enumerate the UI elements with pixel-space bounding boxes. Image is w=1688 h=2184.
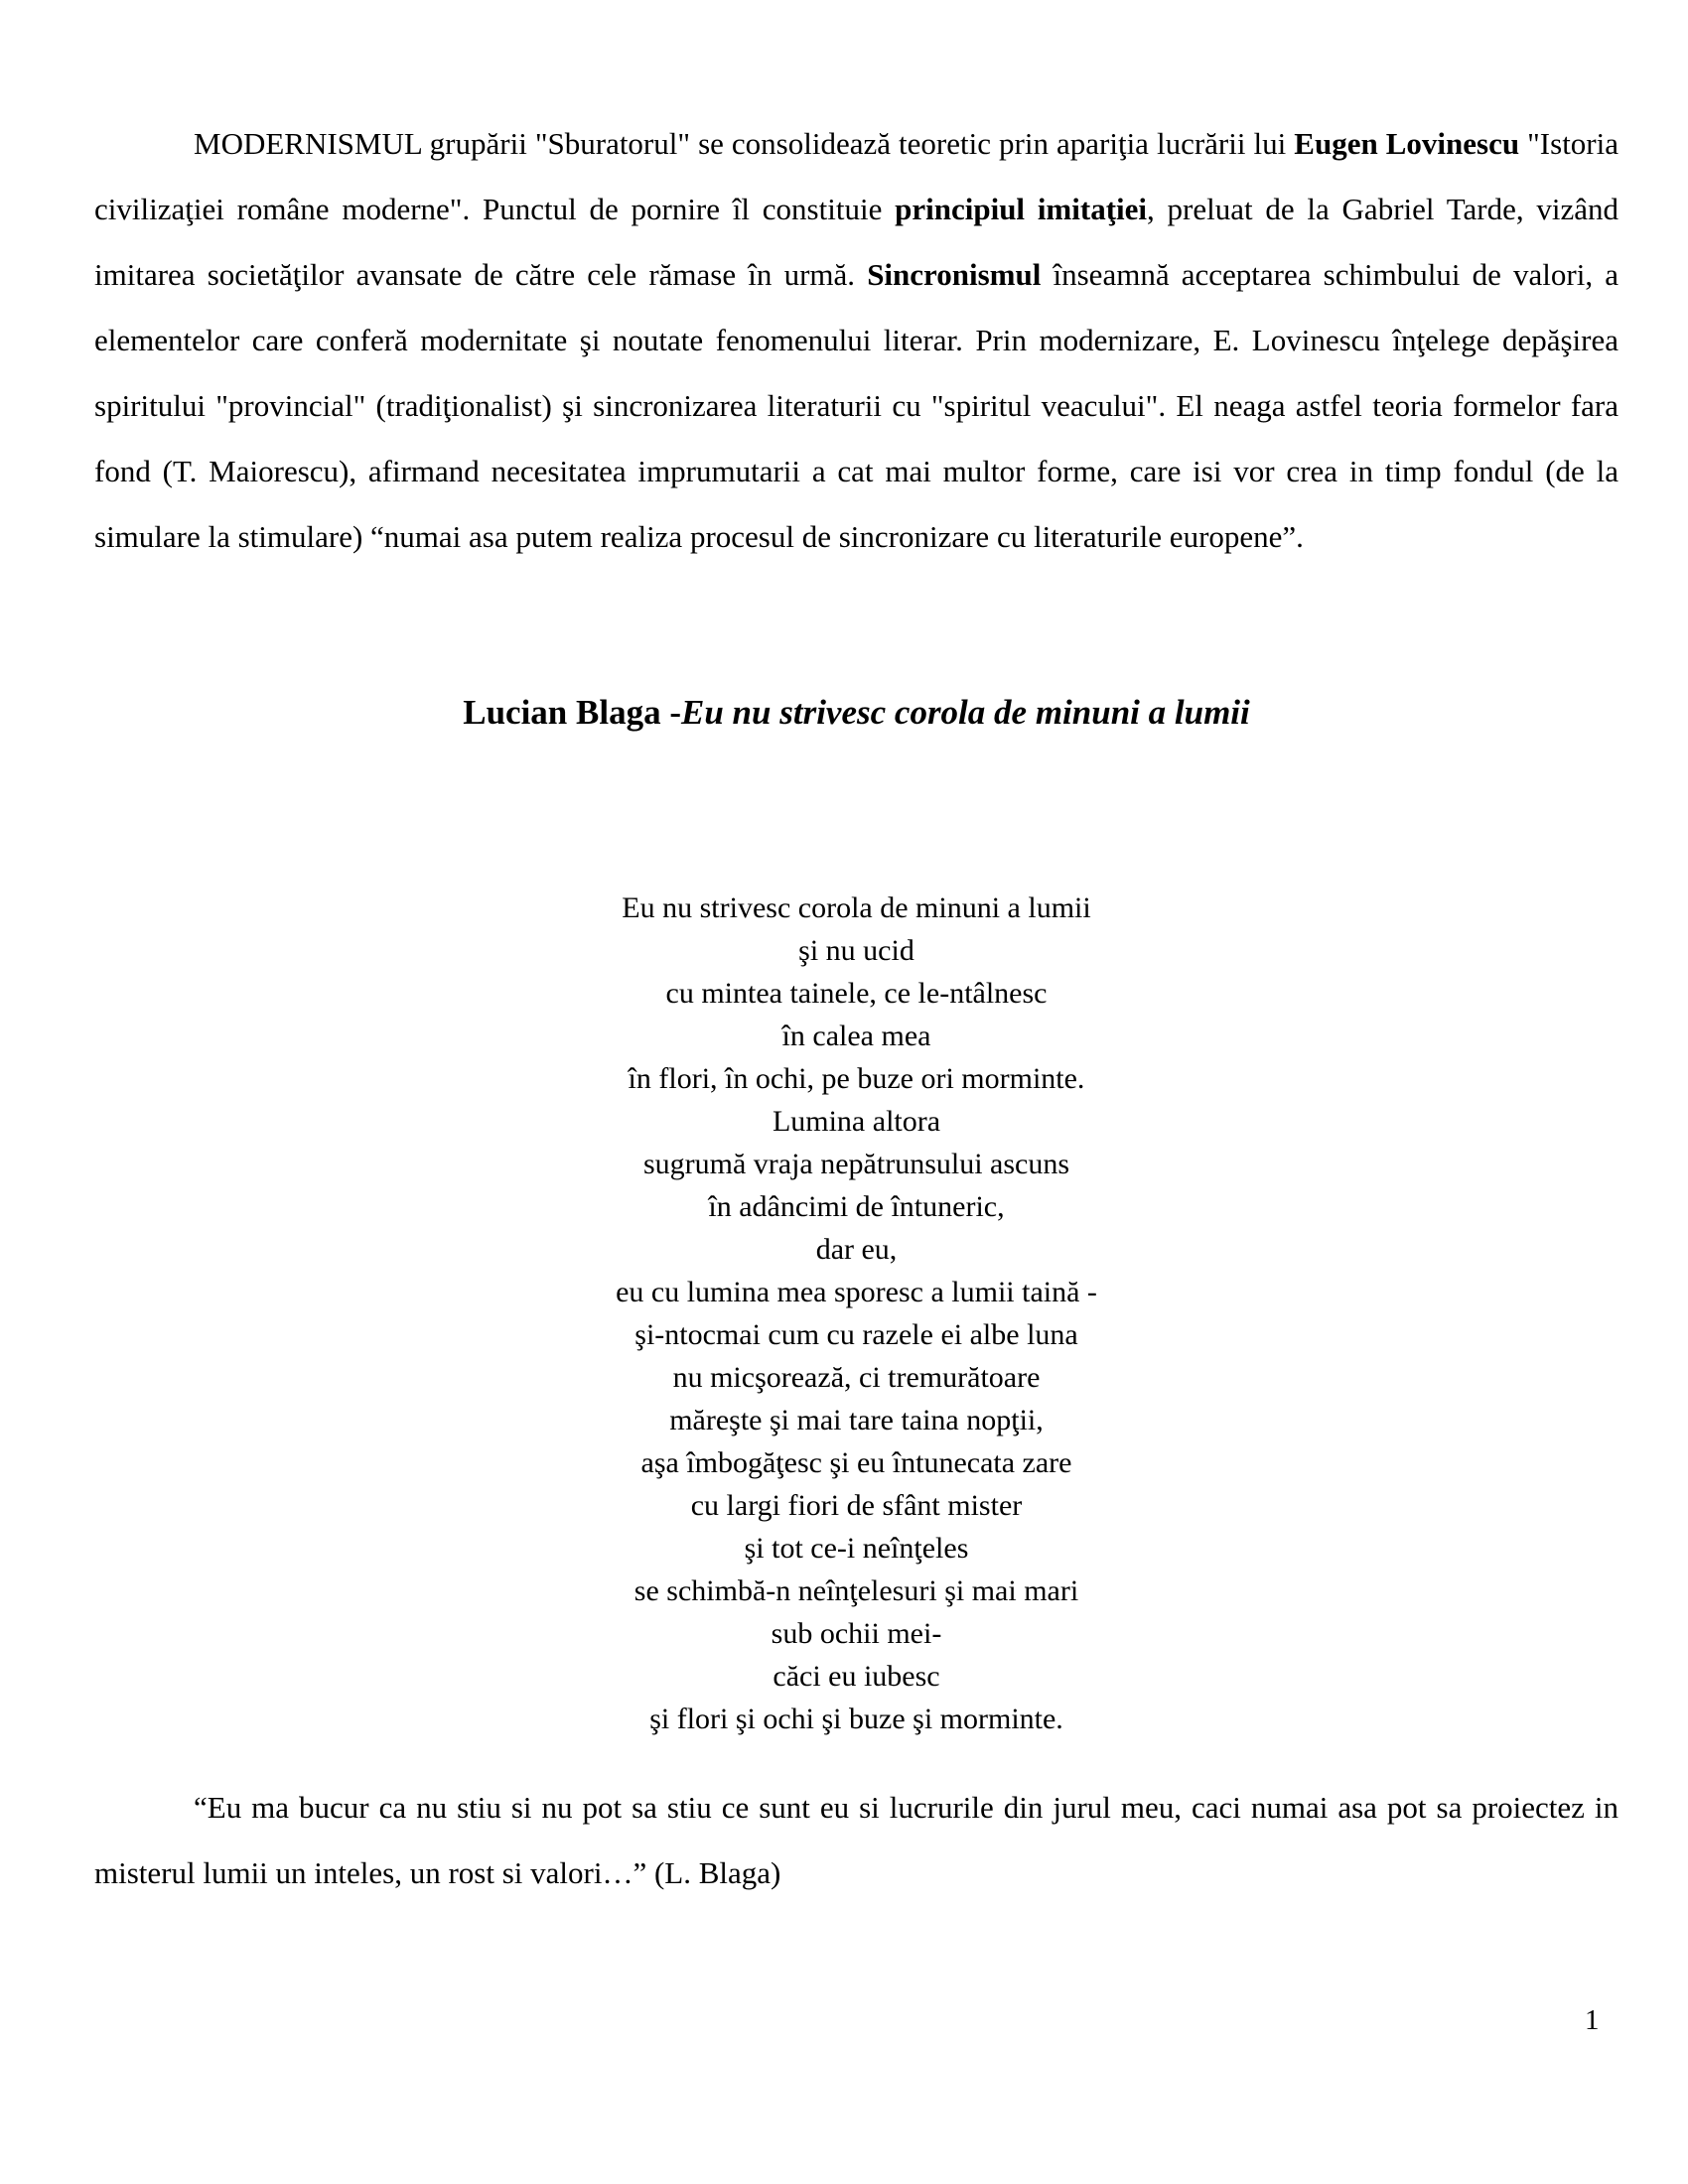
closing-quote: “Eu ma bucur ca nu stiu si nu pot sa stiu ce sunt eu si lucrurile din jurul meu, caci numai asa pot sa proiectez in misterul lumii un inteles, un rost si valori…” (L. Blaga) [94, 1790, 1618, 1890]
poem-heading-author: Lucian Blaga - [463, 693, 681, 732]
poem-heading-title: Eu nu strivesc corola de minuni a lumii [681, 693, 1250, 732]
body-text-segment: MODERNISMUL grupării "Sburatorul" se consolidează teoretic prin apariţia lucrării lui [194, 126, 1295, 161]
poem-line: măreşte şi mai tare taina nopţii, [669, 1404, 1044, 1436]
poem-line: în flori, în ochi, pe buze ori morminte. [628, 1062, 1085, 1095]
bold-term: Sincronismul [867, 257, 1042, 292]
body-text-segment: , preluat de la Gabriel Tarde, vizând imitarea societăţilor avansate de către cele rămase în urmă. [94, 192, 1618, 292]
poem-line: cu mintea tainele, ce le-ntâlnesc [665, 977, 1048, 1010]
poem-line: sugrumă vraja nepătrunsului ascuns [642, 1148, 1070, 1180]
paragraph-modernism [94, 111, 1618, 570]
poem-line: se schimbă-n neînţelesuri şi mai mari [633, 1574, 1079, 1607]
poem-line: Eu nu strivesc corola de minuni a lumii [622, 891, 1091, 924]
poem-line: şi-ntocmai cum cu razele ei albe luna [634, 1318, 1078, 1351]
poem-line: în adâncimi de întuneric, [708, 1190, 1005, 1223]
poem-line: căci eu iubesc [773, 1660, 940, 1693]
poem-body [94, 887, 1618, 1740]
poem-heading [94, 690, 1618, 736]
bold-term: principiul imitaţiei [895, 192, 1147, 226]
poem-line: sub ochii mei- [771, 1617, 942, 1650]
poem-line: eu cu lumina mea sporesc a lumii taină - [616, 1276, 1097, 1308]
poem-line: dar eu, [815, 1233, 898, 1266]
poem-line: şi tot ce-i neînţeles [744, 1532, 969, 1565]
poem-line: nu micşorează, ci tremurătoare [672, 1361, 1041, 1394]
poem-line: şi nu ucid [798, 934, 914, 967]
poem-line: cu largi fiori de sfânt mister [690, 1489, 1023, 1522]
poem-line: şi flori şi ochi şi buze şi morminte. [649, 1703, 1063, 1735]
body-text-segment: "Istoria civilizaţiei române moderne". Punctul de pornire îl constituie [94, 126, 1618, 226]
page-number: 1 [1585, 2004, 1600, 2036]
bold-term: Eugen Lovinescu [1294, 126, 1520, 161]
poem-line: în calea mea [781, 1020, 931, 1052]
body-text-segment: înseamnă acceptarea schimbului de valori, a elementelor care conferă modernitate şi noutate fenomenului literar. Prin modernizare, E. Lovinescu înţelege depăşirea spiritului "provincial" (tradiţionalist) şi sincronizarea literaturii cu "spiritul veacului". El neaga astfel teoria formelor fara fond (T. Maiorescu), afirmand necesitatea imprumutarii a cat mai multor forme, care isi vor crea in timp fondul (de la simulare la stimulare) “numai asa putem realiza procesul de sincronizare cu literaturile europene”. [94, 257, 1619, 554]
poem-line: aşa îmbogăţesc şi eu întunecata zare [640, 1446, 1072, 1479]
poem-line: Lumina altora [772, 1105, 941, 1138]
